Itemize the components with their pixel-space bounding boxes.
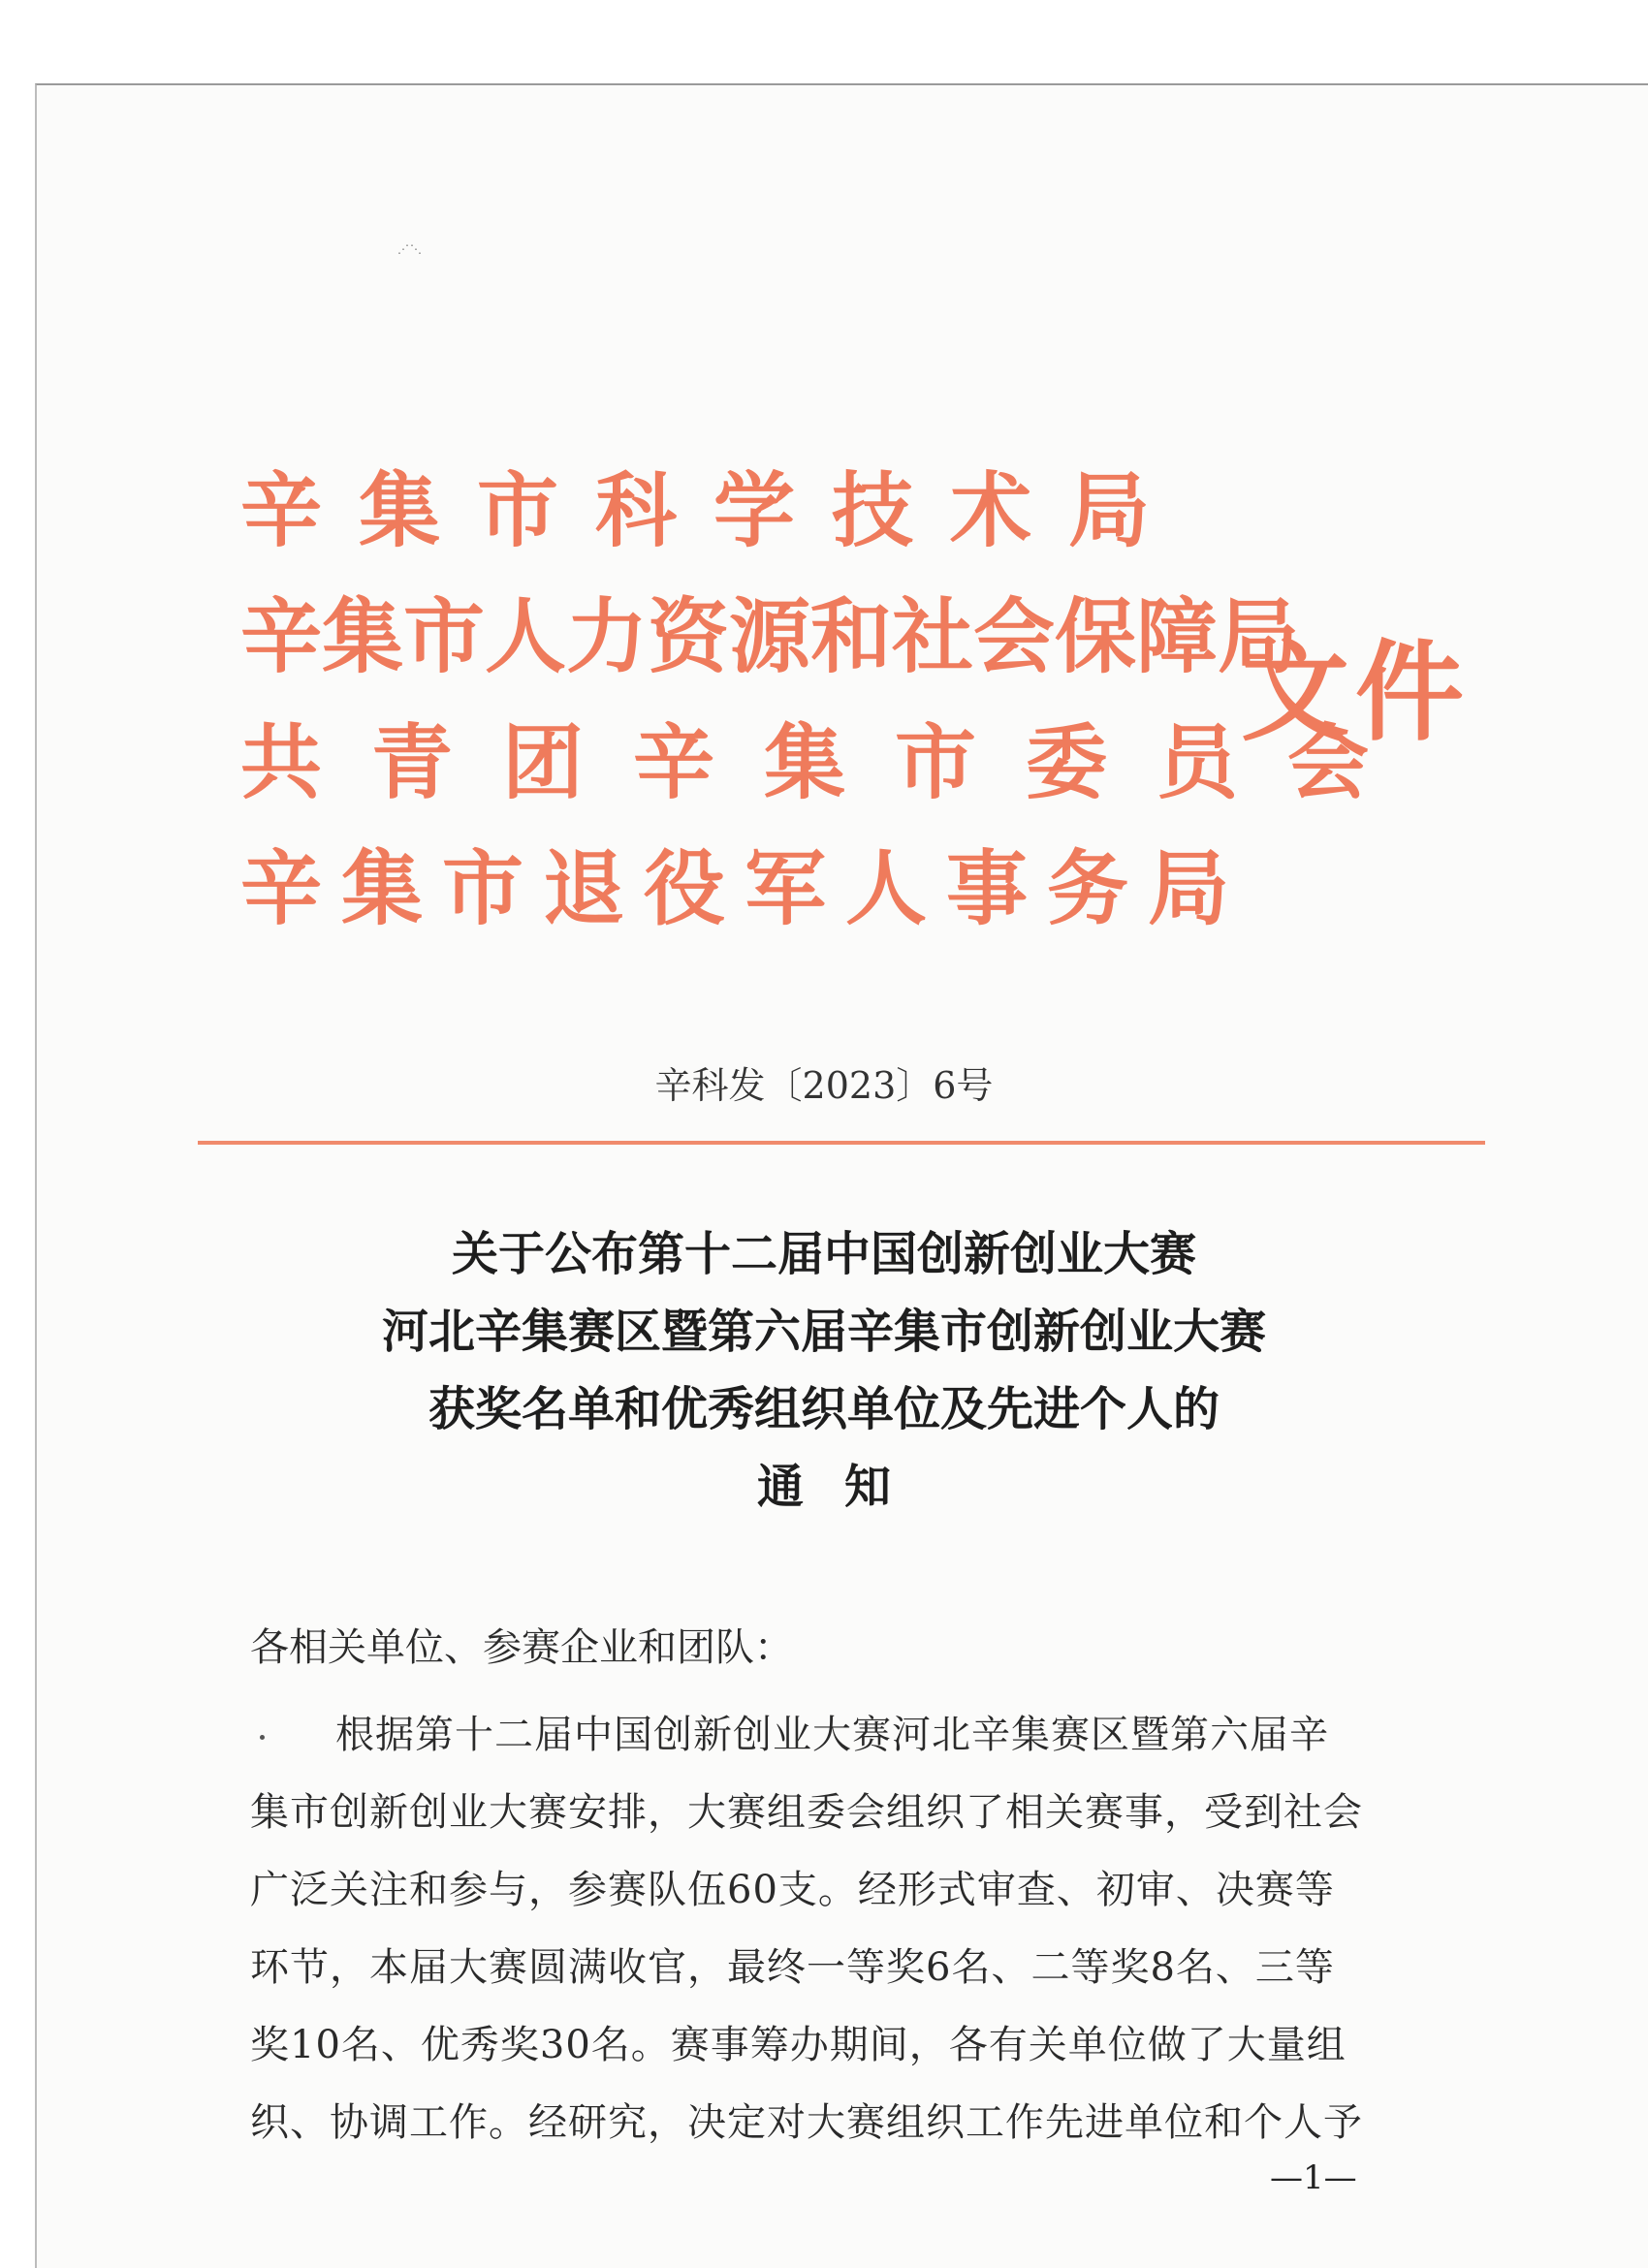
title-line: 关于公布第十二届中国创新创业大赛 — [451, 1227, 1196, 1281]
title-line: 河北辛集赛区暨第六届辛集市创新创业大赛 — [381, 1305, 1266, 1359]
title-line: 通知 — [756, 1460, 932, 1514]
body-line: 集市创新创业大赛安排，大赛组委会组织了相关赛事，受到社会 — [250, 1790, 1363, 1835]
body-line: 广泛关注和参与，参赛队伍60支。经形式审查、初审、决赛等 — [250, 1868, 1335, 1912]
body-line: 根据第十二届中国创新创业大赛河北辛集赛区暨第六届辛 — [335, 1713, 1329, 1757]
title-line: 获奖名单和优秀组织单位及先进个人的 — [428, 1382, 1220, 1436]
salutation: 各相关单位、参赛企业和团队： — [250, 1625, 793, 1670]
document-number: 辛科发〔2023〕6号 — [654, 1064, 994, 1107]
issuer-name: 共青团辛集市委员会 — [240, 714, 1419, 810]
body-line: 织、协调工作。经研究，决定对大赛组织工作先进单位和个人予 — [250, 2100, 1363, 2145]
page-number: —1— — [1270, 2158, 1357, 2197]
scan-speck: ⋰⋱ — [397, 242, 423, 256]
body-paragraph — [250, 1696, 1413, 2161]
issuer-name: 辛集市科学技术局 — [240, 462, 1188, 558]
issuer-name: 辛集市退役军人事务局 — [240, 840, 1250, 936]
body-line: 环节，本届大赛圆满收官，最终一等奖6名、二等奖8名、三等 — [250, 1945, 1335, 1990]
red-divider-line — [198, 1141, 1485, 1145]
issuer-name: 辛集市人力资源和社会保障局 — [240, 588, 1300, 684]
body-line: 奖10名、优秀奖30名。赛事筹办期间，各有关单位做了大量组 — [250, 2023, 1347, 2067]
notice-title — [242, 1215, 1406, 1526]
document-suffix: 文件 — [1241, 629, 1470, 756]
